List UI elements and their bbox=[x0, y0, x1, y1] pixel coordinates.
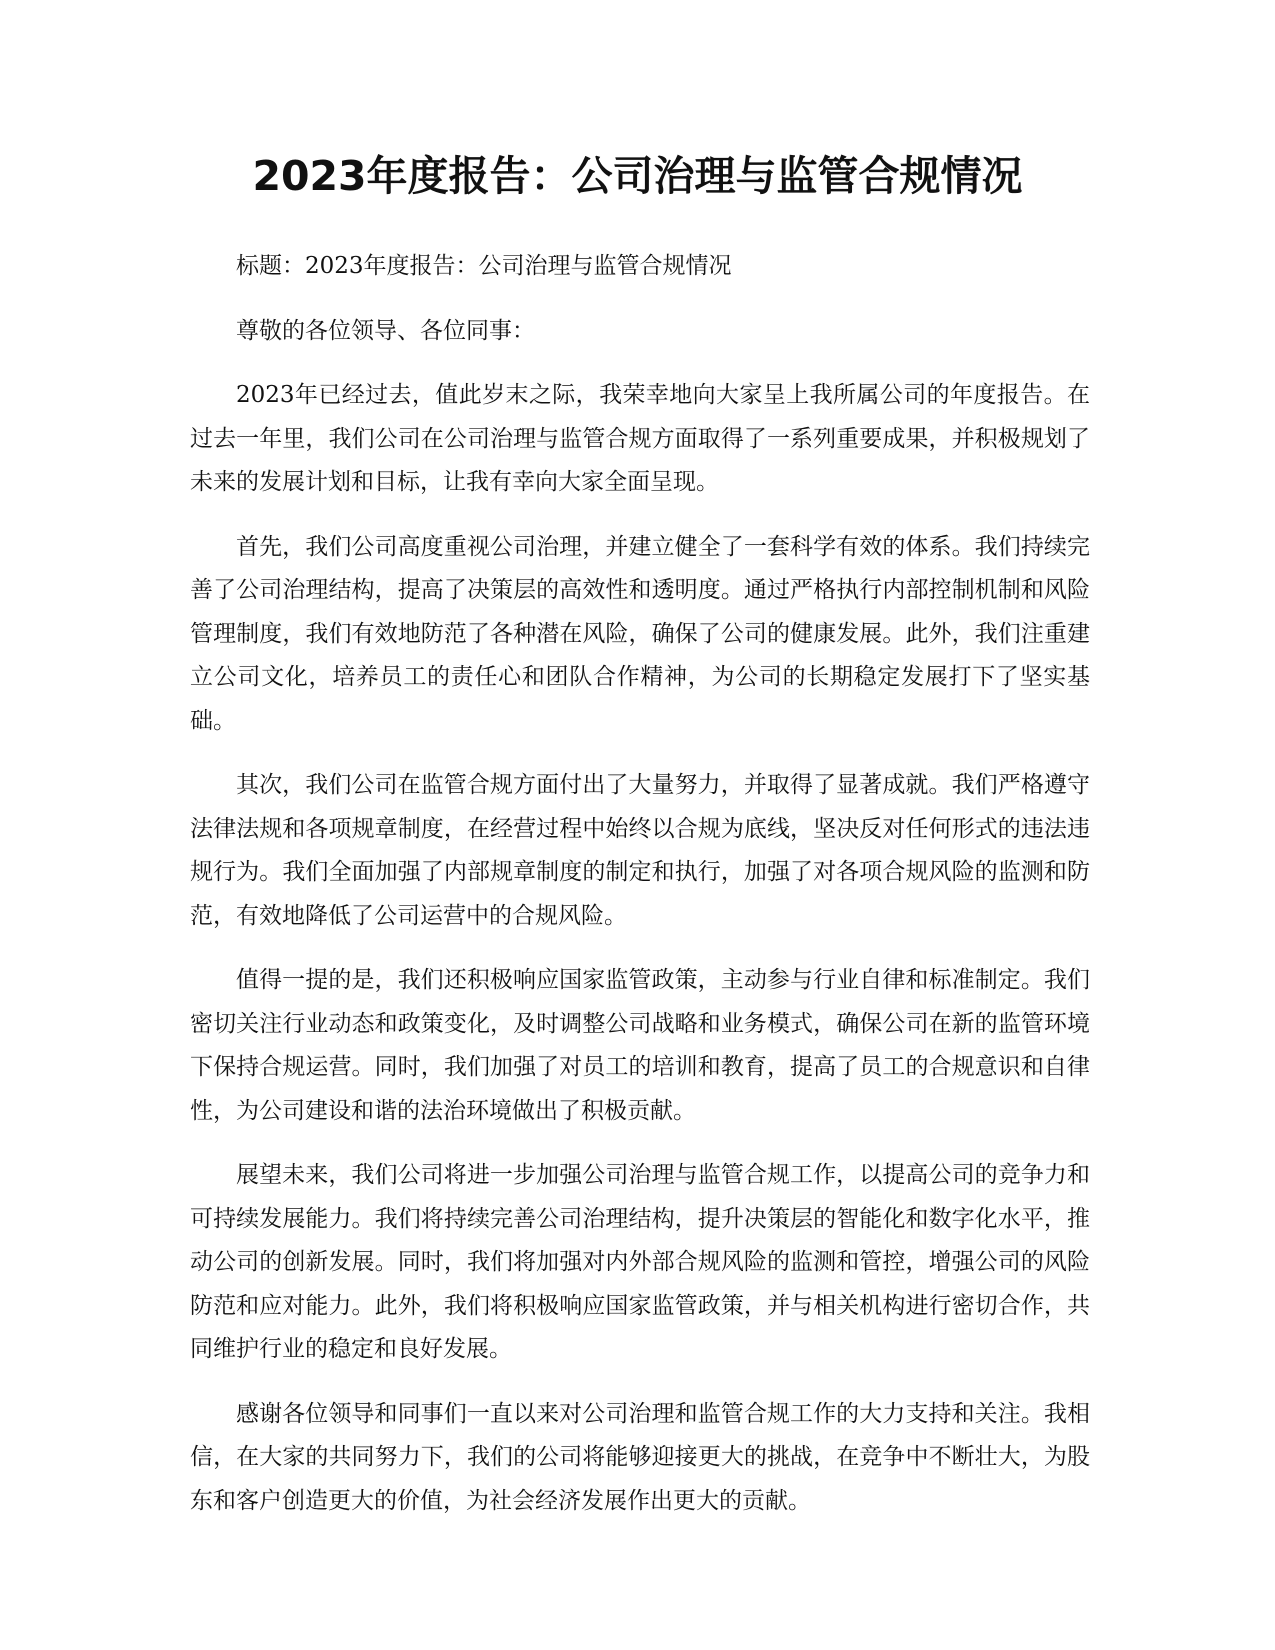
document-body bbox=[190, 245, 1090, 1544]
paragraph-outlook: 展望未来，我们公司将进一步加强公司治理与监管合规工作，以提高公司的竞争力和可持续发展能力。我们将持续完善公司治理结构，提升决策层的智能化和数字化水平，推动公司的创新发展。同时，我们将加强对内外部合规风险的监测和管控，增强公司的风险防范和应对能力。此外，我们将积极响应国家监管政策，并与相关机构进行密切合作，共同维护行业的稳定和良好发展。 bbox=[190, 1162, 1090, 1362]
document-title: 2023年度报告：公司治理与监管合规情况 bbox=[252, 152, 1023, 200]
salutation: 尊敬的各位领导、各位同事： bbox=[236, 317, 535, 344]
paragraph-thanks: 感谢各位领导和同事们一直以来对公司治理和监管合规工作的大力支持和关注。我相信，在大家的共同努力下，我们的公司将能够迎接更大的挑战，在竞争中不断壮大，为股东和客户创造更大的价值，为社会经济发展作出更大的贡献。 bbox=[190, 1400, 1090, 1514]
paragraph-compliance: 其次，我们公司在监管合规方面付出了大量努力，并取得了显著成就。我们严格遵守法律法规和各项规章制度，在经营过程中始终以合规为底线，坚决反对任何形式的违法违规行为。我们全面加强了内部规章制度的制定和执行，加强了对各项合规风险的监测和防范，有效地降低了公司运营中的合规风险。 bbox=[190, 772, 1090, 929]
paragraph-governance: 首先，我们公司高度重视公司治理，并建立健全了一套科学有效的体系。我们持续完善了公司治理结构，提高了决策层的高效性和透明度。通过严格执行内部控制机制和风险管理制度，我们有效地防范了各种潜在风险，确保了公司的健康发展。此外，我们注重建立公司文化，培养员工的责任心和团队合作精神，为公司的长期稳定发展打下了坚实基础。 bbox=[190, 533, 1090, 734]
paragraph-regulatory-policy: 值得一提的是，我们还积极响应国家监管政策，主动参与行业自律和标准制定。我们密切关注行业动态和政策变化，及时调整公司战略和业务模式，确保公司在新的监管环境下保持合规运营。同时，我们加强了对员工的培训和教育，提高了员工的合规意识和自律性，为公司建设和谐的法治环境做出了积极贡献。 bbox=[190, 967, 1090, 1124]
paragraph-intro: 2023年已经过去，值此岁末之际，我荣幸地向大家呈上我所属公司的年度报告。在过去一年里，我们公司在公司治理与监管合规方面取得了一系列重要成果，并积极规划了未来的发展计划和目标，让我有幸向大家全面呈现。 bbox=[190, 382, 1090, 495]
subject-line: 标题：2023年度报告：公司治理与监管合规情况 bbox=[236, 253, 732, 279]
